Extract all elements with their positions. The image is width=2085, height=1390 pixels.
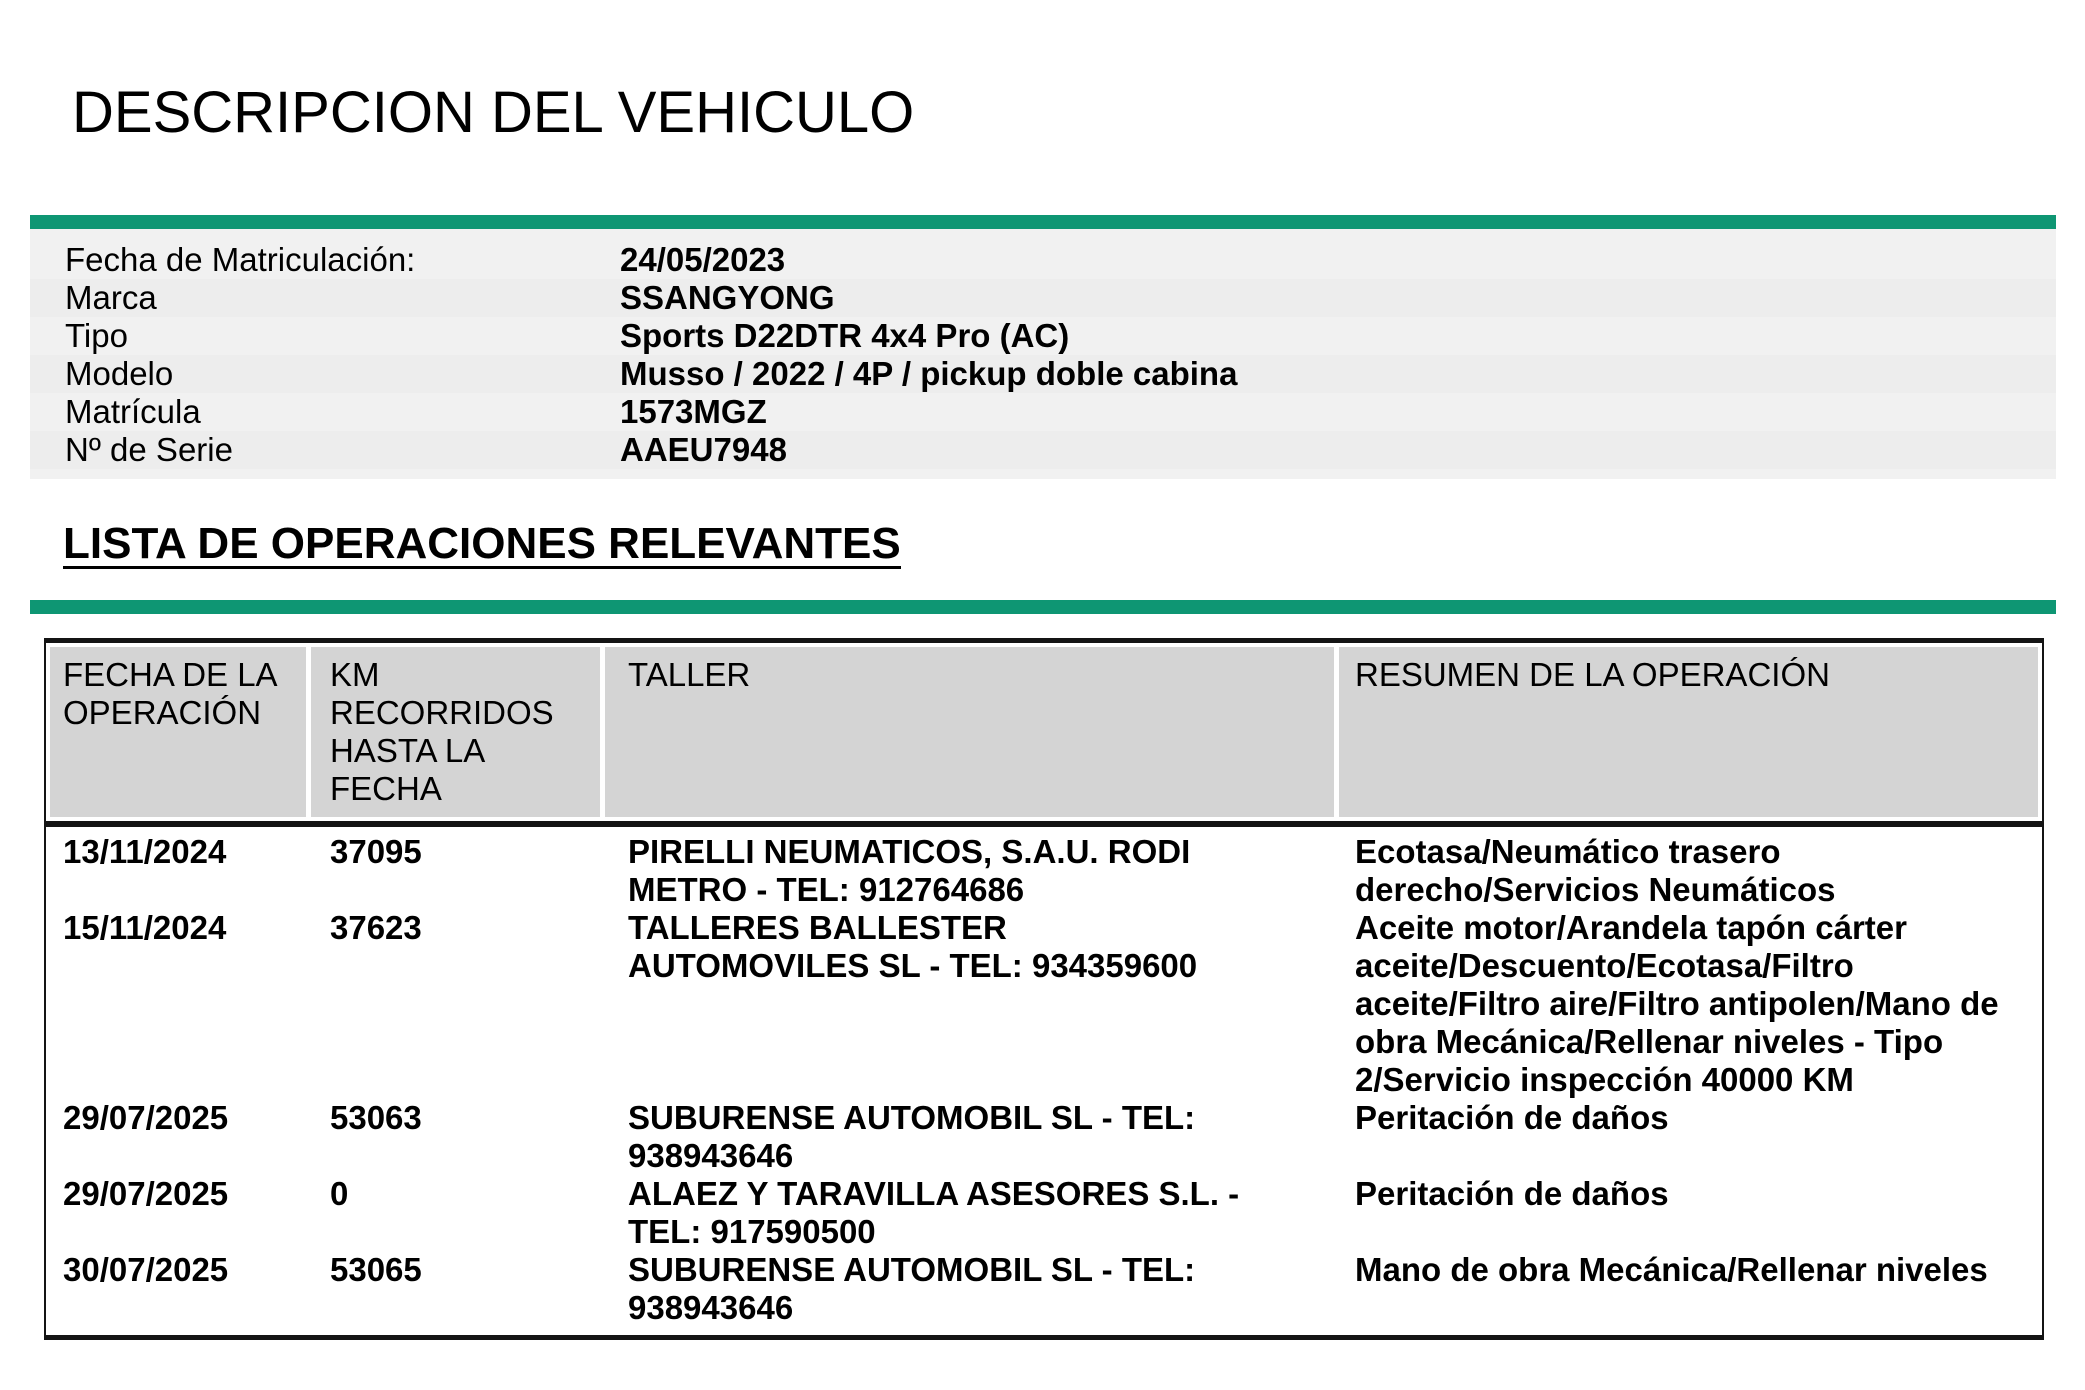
detail-label: Modelo xyxy=(65,355,174,392)
table-row xyxy=(50,833,2038,909)
column-header-km: KM RECORRIDOS HASTA LA FECHA xyxy=(311,647,600,817)
page-title: DESCRIPCION DEL VEHICULO xyxy=(72,79,915,145)
operations-top-accent-bar xyxy=(30,600,2056,614)
detail-row-serial-number xyxy=(30,431,2056,469)
column-header-resumen: RESUMEN DE LA OPERACIÓN xyxy=(1339,647,2038,817)
table-row xyxy=(50,1175,2038,1251)
cell-resumen: Aceite motor/Arandela tapón cárter aceite/Descuento/Ecotasa/Filtro aceite/Filtro aire/Filtro antipolen/Mano de obra Mecánica/Rellenar niveles - Tipo 2/Servicio inspección 40000 KM xyxy=(1355,909,1999,1098)
detail-value: SSANGYONG xyxy=(620,279,835,316)
details-top-accent-bar xyxy=(30,215,2056,229)
cell-taller: SUBURENSE AUTOMOBIL SL - TEL: 938943646 xyxy=(628,1251,1196,1326)
cell-km: 37095 xyxy=(330,833,422,870)
detail-label: Matrícula xyxy=(65,393,201,430)
detail-value: Sports D22DTR 4x4 Pro (AC) xyxy=(620,317,1070,354)
cell-resumen: Peritación de daños xyxy=(1355,1099,1669,1136)
cell-taller: TALLERES BALLESTER AUTOMOVILES SL - TEL: 934359600 xyxy=(628,909,1198,984)
table-row xyxy=(50,909,2038,1099)
cell-taller: ALAEZ Y TARAVILLA ASESORES S.L. - TEL: 917590500 xyxy=(628,1175,1240,1250)
cell-km: 37623 xyxy=(330,909,422,946)
cell-resumen: Peritación de daños xyxy=(1355,1175,1669,1212)
cell-km: 0 xyxy=(330,1175,349,1212)
detail-value: 1573MGZ xyxy=(620,393,767,430)
operations-section-heading: LISTA DE OPERACIONES RELEVANTES xyxy=(63,519,901,568)
detail-value: 24/05/2023 xyxy=(620,241,786,278)
table-row xyxy=(50,1099,2038,1175)
vehicle-details-panel xyxy=(30,229,2056,479)
detail-value: AAEU7948 xyxy=(620,431,787,468)
cell-fecha: 29/07/2025 xyxy=(63,1175,229,1212)
column-header-taller: TALLER xyxy=(605,647,1334,817)
cell-fecha: 13/11/2024 xyxy=(63,833,227,870)
detail-row-type xyxy=(30,317,2056,355)
detail-value: Musso / 2022 / 4P / pickup doble cabina xyxy=(620,355,1238,392)
detail-row-registration-date xyxy=(30,241,2056,279)
cell-km: 53063 xyxy=(330,1099,422,1136)
operations-table-header xyxy=(46,643,2042,821)
detail-label: Tipo xyxy=(65,317,128,354)
cell-resumen: Mano de obra Mecánica/Rellenar niveles xyxy=(1355,1251,1988,1288)
cell-taller: SUBURENSE AUTOMOBIL SL - TEL: 938943646 xyxy=(628,1099,1196,1174)
detail-label: Nº de Serie xyxy=(65,431,233,468)
operations-table-body xyxy=(46,827,2042,1335)
detail-row-brand xyxy=(30,279,2056,317)
cell-taller: PIRELLI NEUMATICOS, S.A.U. RODI METRO - TEL: 912764686 xyxy=(628,833,1191,908)
cell-fecha: 15/11/2024 xyxy=(63,909,227,946)
operations-table xyxy=(44,638,2044,1340)
table-row xyxy=(50,1251,2038,1327)
detail-row-model xyxy=(30,355,2056,393)
detail-row-plate xyxy=(30,393,2056,431)
column-header-fecha: FECHA DE LA OPERACIÓN xyxy=(50,647,306,817)
cell-fecha: 29/07/2025 xyxy=(63,1099,229,1136)
cell-km: 53065 xyxy=(330,1251,422,1288)
detail-label: Marca xyxy=(65,279,157,316)
cell-fecha: 30/07/2025 xyxy=(63,1251,229,1288)
cell-resumen: Ecotasa/Neumático trasero derecho/Servicios Neumáticos xyxy=(1355,833,1836,908)
detail-label: Fecha de Matriculación: xyxy=(65,241,416,278)
